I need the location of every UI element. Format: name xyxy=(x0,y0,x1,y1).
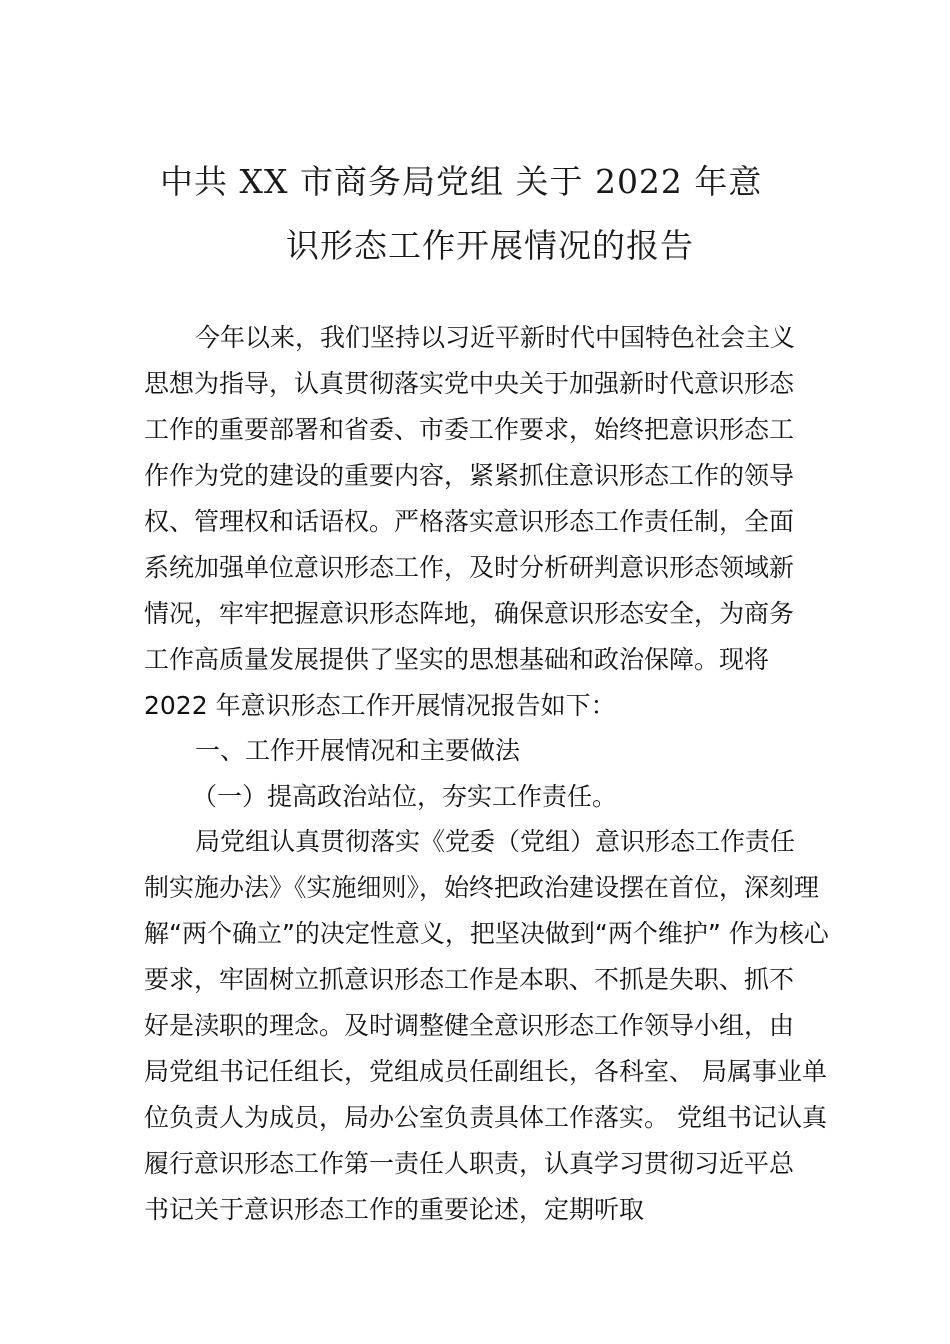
paragraph-line: 局党组书记任组长，党组成员任副组长，各科室、 局属事业单 xyxy=(144,1057,827,1086)
paragraph-line: 思想为指导，认真贯彻落实党中央关于加强新时代意识形态 xyxy=(144,369,795,398)
paragraph-line: 情况，牢牢把握意识形态阵地，确保意识形态安全，为商务 xyxy=(144,599,795,628)
paragraph-line: 书记关于意识形态工作的重要论述，定期听取 xyxy=(144,1195,645,1224)
paragraph-line: 作作为党的建设的重要内容，紧紧抓住意识形态工作的领导 xyxy=(144,461,795,490)
paragraph-line: 系统加强单位意识形态工作，及时分析研判意识形态领域新 xyxy=(144,553,795,582)
paragraph-line: 解“两个确立”的决定性意义，把坚决做到“两个维护” 作为核心 xyxy=(144,919,829,948)
document-title-line-2: 识形态工作开展情况的报告 xyxy=(286,226,694,265)
paragraph-line: 好是渎职的理念。及时调整健全意识形态工作领导小组，由 xyxy=(144,1011,795,1040)
paragraph-line: 履行意识形态工作第一责任人职责，认真学习贯彻习近平总 xyxy=(144,1149,795,1178)
paragraph-line: 局党组认真贯彻落实《党委（党组）意识形态工作责任 xyxy=(195,827,796,856)
paragraph-line: 权、管理权和话语权。严格落实意识形态工作责任制，全面 xyxy=(144,507,795,536)
paragraph-line: 2022 年意识形态工作开展情况报告如下： xyxy=(144,691,616,720)
paragraph-line: 位负责人为成员，局办公室负责具体工作落实。 党组书记认真 xyxy=(144,1103,827,1132)
paragraph-line: 工作的重要部署和省委、市委工作要求，始终把意识形态工 xyxy=(144,415,795,444)
paragraph-line: 今年以来，我们坚持以习近平新时代中国特色社会主义 xyxy=(195,323,796,352)
section-heading: 一、工作开展情况和主要做法 xyxy=(195,736,521,765)
document-title-line-1: 中共 XX 市商务局党组 关于 2022 年意 xyxy=(160,162,763,201)
subsection-heading: （一）提高政治站位，夯实工作责任。 xyxy=(192,782,618,811)
paragraph-line: 要求，牢固树立抓意识形态工作是本职、不抓是失职、抓不 xyxy=(144,965,795,994)
paragraph-line: 制实施办法》《实施细则》，始终把政治建设摆在首位，深刻理 xyxy=(144,873,820,902)
paragraph-line: 工作高质量发展提供了坚实的思想基础和政治保障。现将 xyxy=(144,645,770,674)
